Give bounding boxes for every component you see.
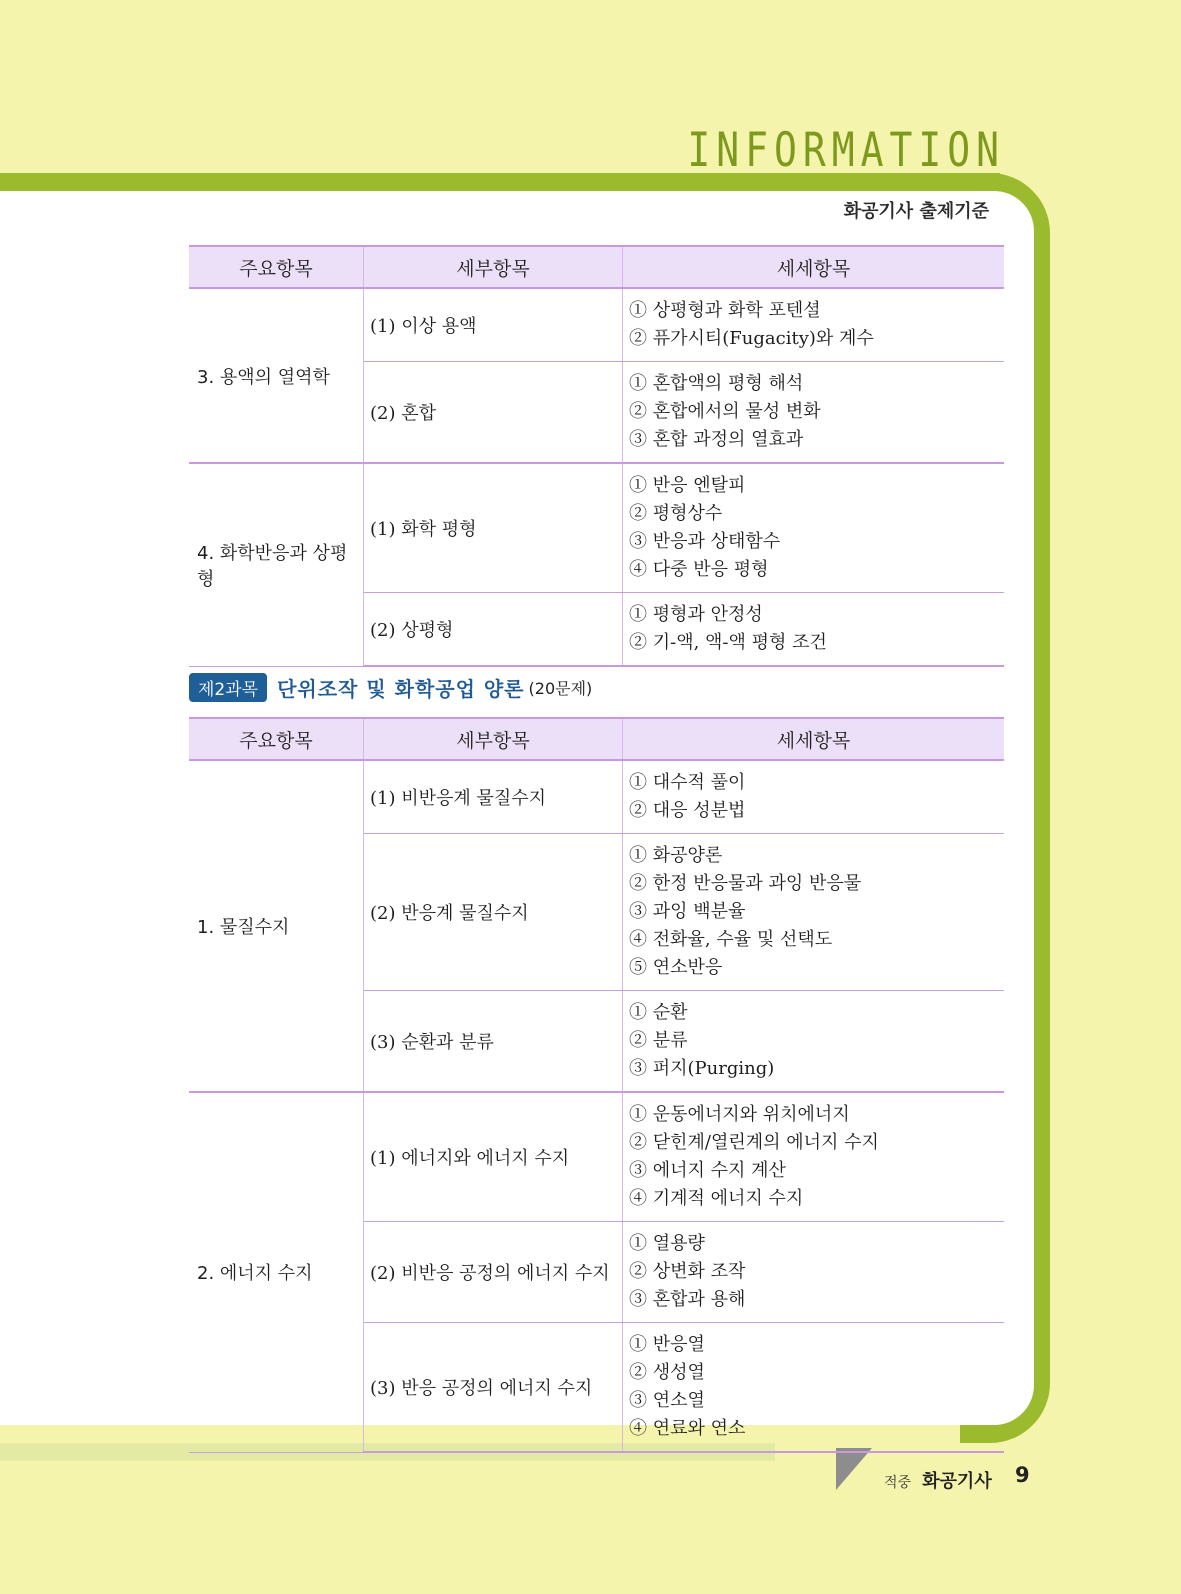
information-header: INFORMATION — [687, 122, 1005, 177]
sub-item: (3) 반응 공정의 에너지 수지 — [364, 1323, 623, 1453]
detail-item: ④ 전화율, 수율 및 선택도 — [629, 929, 833, 950]
detail-item: ④ 다중 반응 평형 — [629, 559, 769, 580]
detail-item: ⑤ 연소반응 — [629, 957, 723, 978]
detail-item: ③ 퍼지(Purging) — [629, 1058, 775, 1079]
syllabus-table-2 — [189, 717, 1004, 1453]
col-header-main: 주요항목 — [189, 246, 364, 288]
table-header-row — [189, 718, 1004, 760]
detail-item: ② 분류 — [629, 1030, 688, 1051]
detail-item: ③ 에너지 수지 계산 — [629, 1160, 786, 1181]
detail-item: ① 반응 엔탈피 — [629, 475, 746, 496]
detail-item: ③ 반응과 상태함수 — [629, 531, 781, 552]
sub-item: (2) 상평형 — [364, 593, 623, 667]
col-header-sub: 세부항목 — [364, 718, 623, 760]
table-row — [189, 760, 1004, 834]
footer-book-name: 화공기사 — [922, 1471, 992, 1492]
detail-list — [623, 593, 1005, 667]
detail-list — [623, 1092, 1005, 1222]
detail-item: ② 퓨가시티(Fugacity)와 계수 — [629, 328, 874, 349]
main-item: 3. 용액의 열역학 — [189, 288, 364, 463]
sub-item: (1) 화학 평형 — [364, 463, 623, 593]
detail-item: ② 기-액, 액-액 평형 조건 — [629, 632, 827, 653]
detail-item: ④ 기계적 에너지 수지 — [629, 1188, 804, 1209]
sub-item: (1) 에너지와 에너지 수지 — [364, 1092, 623, 1222]
detail-list — [623, 991, 1005, 1093]
syllabus-table-1 — [189, 245, 1004, 667]
detail-item: ① 화공양론 — [629, 845, 723, 866]
col-header-detail: 세세항목 — [623, 718, 1005, 760]
detail-list — [623, 288, 1005, 362]
col-header-sub: 세부항목 — [364, 246, 623, 288]
detail-list — [623, 463, 1005, 593]
page-fold-corner — [836, 1448, 872, 1490]
detail-list — [623, 834, 1005, 991]
table-row — [189, 463, 1004, 593]
sub-item: (2) 비반응 공정의 에너지 수지 — [364, 1222, 623, 1323]
detail-item: ④ 연료와 연소 — [629, 1418, 746, 1439]
detail-item: ① 운동에너지와 위치에너지 — [629, 1104, 850, 1125]
detail-item: ② 평형상수 — [629, 503, 723, 524]
table-header-row — [189, 246, 1004, 288]
main-item: 2. 에너지 수지 — [189, 1092, 364, 1452]
detail-list — [623, 1222, 1005, 1323]
detail-item: ① 평형과 안정성 — [629, 604, 763, 625]
detail-list — [623, 760, 1005, 834]
col-header-detail: 세세항목 — [623, 246, 1005, 288]
detail-item: ① 열용량 — [629, 1233, 705, 1254]
table-row — [189, 1092, 1004, 1222]
detail-item: ① 혼합액의 평형 해석 — [629, 373, 804, 394]
detail-item: ② 혼합에서의 물성 변화 — [629, 401, 821, 422]
main-item: 1. 물질수지 — [189, 760, 364, 1092]
section-2-title: 단위조작 및 화학공업 양론 — [277, 677, 525, 701]
footer-book-title — [884, 1467, 992, 1493]
sub-item: (1) 이상 용액 — [364, 288, 623, 362]
detail-item: ① 대수적 풀이 — [629, 772, 746, 793]
detail-item: ③ 혼합 과정의 열효과 — [629, 429, 804, 450]
detail-item: ③ 혼합과 용해 — [629, 1289, 746, 1310]
detail-item: ① 반응열 — [629, 1334, 705, 1355]
main-item: 4. 화학반응과 상평형 — [189, 463, 364, 666]
page-number: 9 — [1015, 1463, 1030, 1487]
detail-item: ② 생성열 — [629, 1362, 705, 1383]
subject-badge: 제2과목 — [189, 673, 267, 702]
sub-item: (1) 비반응계 물질수지 — [364, 760, 623, 834]
table-row — [189, 288, 1004, 362]
detail-item: ③ 과잉 백분율 — [629, 901, 746, 922]
detail-item: ② 닫힌계/열린계의 에너지 수지 — [629, 1132, 879, 1153]
detail-item: ① 상평형과 화학 포텐셜 — [629, 300, 821, 321]
sub-item: (2) 혼합 — [364, 362, 623, 464]
col-header-main: 주요항목 — [189, 718, 364, 760]
sub-item: (3) 순환과 분류 — [364, 991, 623, 1093]
detail-item: ③ 연소열 — [629, 1390, 705, 1411]
detail-list — [623, 362, 1005, 464]
detail-item: ② 한정 반응물과 과잉 반응물 — [629, 873, 862, 894]
footer-small-label: 적중 — [884, 1475, 912, 1491]
detail-item: ② 상변화 조작 — [629, 1261, 746, 1282]
sub-item: (2) 반응계 물질수지 — [364, 834, 623, 991]
header-subtitle: 화공기사 출제기준 — [843, 201, 989, 222]
section-2-heading — [189, 673, 592, 702]
question-count: (20문제) — [528, 679, 593, 698]
detail-item: ② 대응 성분법 — [629, 800, 746, 821]
detail-list — [623, 1323, 1005, 1453]
detail-item: ① 순환 — [629, 1002, 688, 1023]
